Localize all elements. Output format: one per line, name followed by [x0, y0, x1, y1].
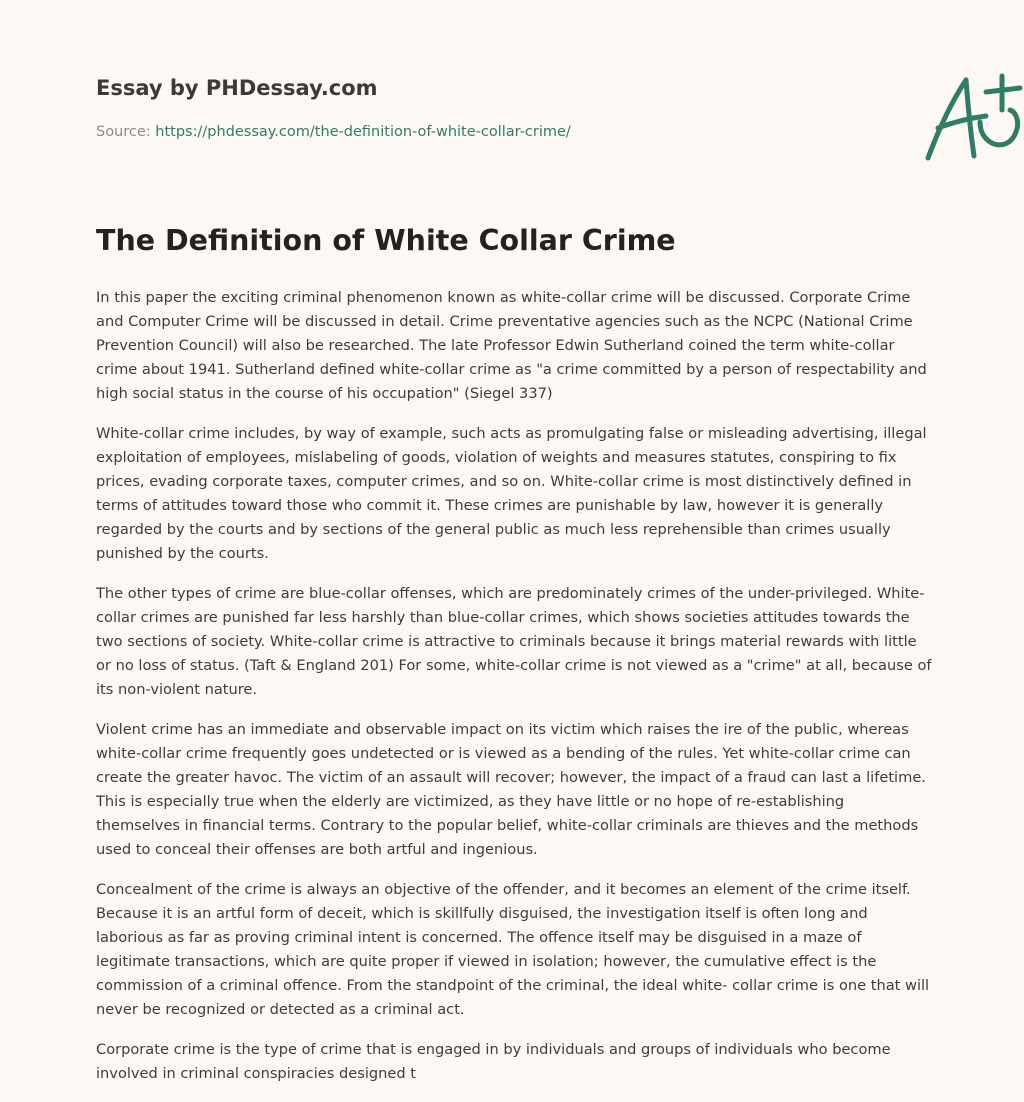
paragraph: Concealment of the crime is always an objective of the offender, and it becomes an element of the crime itself. Because it is an artful form of deceit, which is skillfully disguised, the investigation itself is often long and laborious as far as proving criminal intent is concerned. The offence itself may be disguised in a maze of legitimate transactions, which are quite proper if viewed in isolation; however, the cumulative effect is the commission of a criminal offence. From the standpoint of the criminal, the ideal white- collar crime is one that will never be recognized or detected as a criminal act.: [96, 881, 930, 1018]
paragraph: White-collar crime includes, by way of example, such acts as promulgating false or misleading advertising, illegal exploitation of employees, mislabeling of goods, violation of weights and measures statutes, conspiring to fix prices, evading corporate taxes, computer crimes, and so on. White-collar crime is most distinctively defined in terms of attitudes toward those who commit it. These crimes are punishable by law, however it is generally regarded by the courts and by sections of the general public as much less reprehensible than crimes usually punished by the courts.: [96, 425, 927, 562]
a-plus-logo-icon: [916, 66, 1024, 166]
article-title: The Definition of White Collar Crime: [96, 224, 676, 257]
paragraph: In this paper the exciting criminal phenomenon known as white-collar crime will be discussed. Corporate Crime and Computer Crime will be discussed in detail. Crime preventative agencies such as the NCPC (National Crime Prevention Council) will also be researched. The late Professor Edwin Sutherland coined the term white-collar crime about 1941. Sutherland defined white-collar crime as "a crime committed by a person of respectability and high social status in the course of his occupation" (Siegel 337): [96, 289, 927, 402]
paragraph: The other types of crime are blue-collar offenses, which are predominately crimes of the under-privileged. White-collar crimes are punished far less harshly than blue-collar crimes, which shows societies attitudes towards the two sections of society. White-collar crime is attractive to criminals because it brings material rewards with little or no loss of status. (Taft & England 201) For some, white-collar crime is not viewed as a "crime" at all, because of its non-violent nature.: [96, 585, 932, 698]
paragraph: Corporate crime is the type of crime that is engaged in by individuals and groups of individuals who become involved in criminal conspiracies designed t: [96, 1041, 891, 1082]
site-brand: Essay by PHDessay.com: [96, 76, 378, 100]
article-body: [96, 286, 932, 1102]
source-line: [96, 124, 571, 140]
source-label: Source:: [96, 124, 151, 140]
paragraph: Violent crime has an immediate and observable impact on its victim which raises the ire of the public, whereas white-collar crime frequently goes undetected or is viewed as a bending of the rules. Yet white-collar crime can create the greater havoc. The victim of an assault will recover; however, the impact of a fraud can last a lifetime. This is especially true when the elderly are victimized, as they have little or no hope of re-establishing themselves in financial terms. Contrary to the popular belief, white-collar criminals are thieves and the methods used to conceal their offenses are both artful and ingenious.: [96, 721, 926, 858]
source-link[interactable]: https://phdessay.com/the-definition-of-white-collar-crime/: [155, 124, 571, 140]
